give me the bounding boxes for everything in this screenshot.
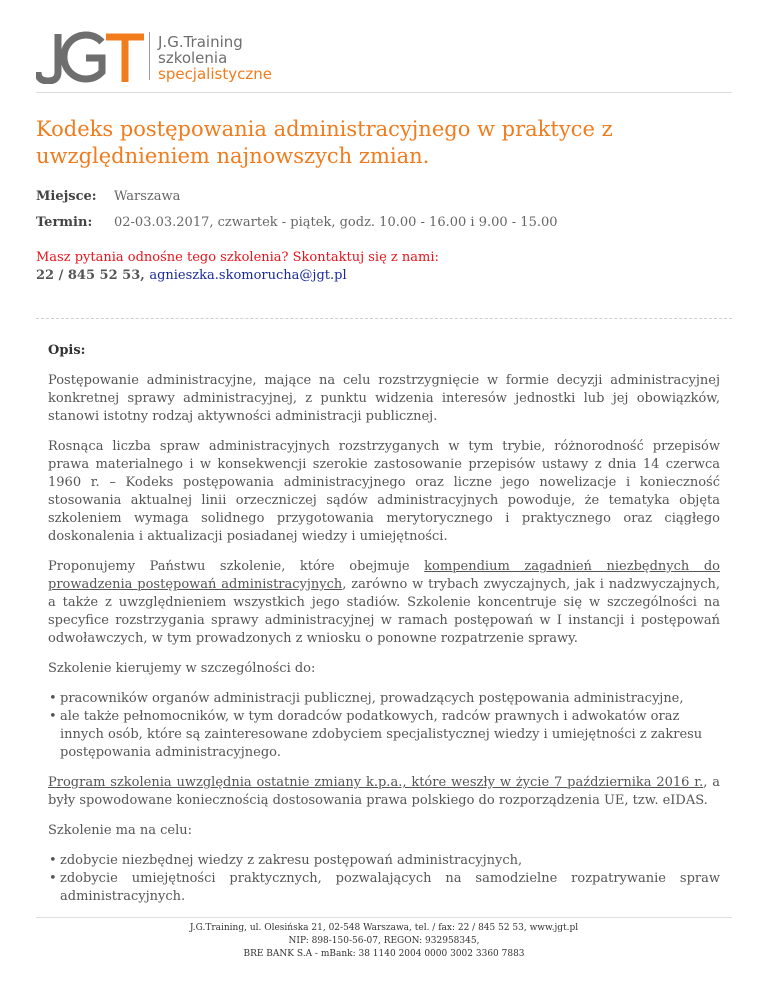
footer-tax-ids: NIP: 898-150-56-07, REGON: 932958345, (288, 936, 480, 946)
p3-rest: , zarówno w trybach zwyczajnych, jak i nadzwyczajnych, a także z uwzględnieniem wszystkich jego stadiów. Szkolenie koncentruje się w szczególności na specyfice rozstrzygania sprawy administracyjnej w ramach postępowań w I instancji i postępowań odwoławczych, w tym prowadzonych z wniosku o ponowne rozpatrzenie sprawy. (48, 577, 720, 646)
meta-date-row (36, 213, 558, 233)
date-label: Termin: (36, 215, 93, 230)
place-value: Warszawa (114, 189, 181, 204)
audience-list (48, 690, 720, 762)
company-logo (36, 28, 272, 88)
contact-email-link[interactable]: agnieszka.skomorucha@jgt.pl (149, 268, 347, 283)
date-value: 02-03.03.2017, czwartek - piątek, godz. 10.00 - 16.00 i 9.00 - 15.00 (114, 215, 558, 230)
page-footer (0, 922, 768, 961)
logo-line-training: szkolenia (158, 49, 228, 67)
description-paragraph-2: Rosnąca liczba spraw administracyjnych rozstrzyganych w tym trybie, różnorodność przepisów prawa materialnego i w konsekwencji szerokie zastosowanie przepisów ustawy z dnia 14 czerwca 1960 r. – Kodeks postępowania administracyjnego oraz liczne jego nowelizacje i konieczność stosowania aktualnej linii orzeczniczej sądów administracyjnych powoduje, że tematyka objęta szkoleniem wymaga solidnego przygotowania merytorycznego i praktycznego oraz ciągłego doskonalenia i aktualizacji posiadanej wiedzy i umiejętności. (48, 439, 720, 544)
audience-intro: Szkolenie kierujemy w szczególności do: (48, 661, 316, 676)
description-heading: Opis: (48, 343, 86, 358)
footer-divider (36, 917, 732, 918)
list-item: • ale także pełnomocników, w tym doradców podatkowych, radców prawnych i adwokatów oraz innych osób, które są zainteresowane zdobyciem specjalistycznej wiedzy i umiejętności z zakresu postępowania administracyjnego. (60, 708, 720, 762)
logo-line-brand: J.G.Training (158, 33, 243, 51)
goals-intro: Szkolenie ma na celu: (48, 823, 193, 838)
logo-separator (149, 32, 150, 80)
list-item: • zdobycie niezbędnej wiedzy z zakresu postępowań administracyjnych, (60, 852, 720, 870)
contact-phone: 22 / 845 52 53 (36, 268, 141, 283)
program-paragraph (48, 774, 720, 810)
list-item: • zdobycie umiejętności praktycznych, pozwalających na samodzielne rozpatrywanie spraw administracyjnych. (60, 870, 720, 906)
header-divider (36, 92, 732, 93)
logo-mark (36, 28, 146, 84)
place-label: Miejsce: (36, 189, 97, 204)
contact-separator: , (140, 268, 150, 283)
program-link[interactable]: Program szkolenia uwzględnia ostatnie zmiany k.p.a., które weszły w życie 7 października 2016 r. (48, 775, 704, 790)
footer-address: J.G.Training, ul. Olesińska 21, 02-548 Warszawa, tel. / fax: 22 / 845 52 53, www.jgt.pl (189, 923, 579, 933)
compendium-link[interactable]: kompendium zagadnień niezbędnych do prowadzenia postępowań administracyjnych (48, 559, 720, 592)
description-paragraph-3 (48, 558, 720, 648)
contact-block (36, 249, 439, 285)
description-section (48, 342, 720, 918)
training-title: Kodeks postępowania administracyjnego w praktyce z uwzględnieniem najnowszych zmian. (36, 117, 613, 168)
program-rest: , a były spowodowane koniecznością dostosowania prawa polskiego do rozporządzenia UE, tzw. eIDAS. (48, 775, 720, 808)
footer-bank: BRE BANK S.A - mBank: 38 1140 2004 0000 3002 3360 7883 (243, 949, 525, 959)
p3-intro: Proponujemy Państwu szkolenie, które obejmuje (48, 559, 425, 574)
meta-place-row (36, 187, 558, 207)
contact-question: Masz pytania odnośne tego szkolenia? Skontaktuj się z nami: (36, 250, 439, 265)
logo-line-specialist: specjalistyczne (158, 65, 272, 83)
training-meta (36, 187, 558, 239)
list-item: • pracowników organów administracji publicznej, prowadzących postępowania administracyjne, (60, 690, 720, 708)
logo-text (158, 34, 272, 82)
goals-list (48, 852, 720, 906)
jgt-logo-graphic (36, 28, 146, 84)
section-divider (36, 318, 732, 319)
description-paragraph-1: Postępowanie administracyjne, mające na celu rozstrzygnięcie w formie decyzji administracyjnej konkretnej sprawy administracyjnej, z punktu widzenia interesów jednostki lub jej obowiązków, stanowi istotny rodzaj aktywności administracji publicznej. (48, 373, 720, 424)
